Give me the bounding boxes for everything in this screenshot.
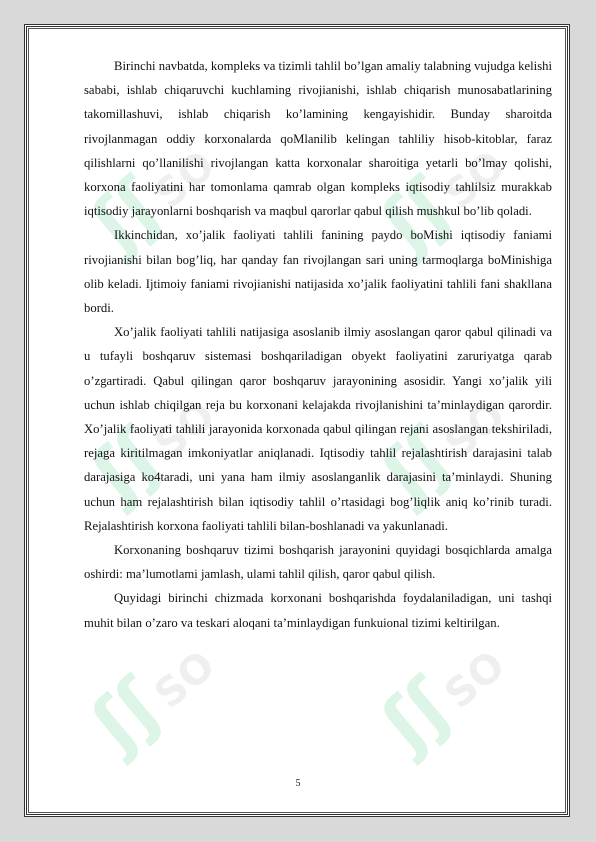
paragraph-1: Birinchi navbatda, kompleks va tizimli tahlil bo’lgan amaliy talabning vujudga kelishi sababi, ishlab chiqaruvchi kuchlaming rivojianishi, ishlab chiqarish munosabatlarining takomillashuvi, ishlab chiqarish ko’lamining kengayishidir. Bunday sharoitda rivojlanmagan oddiy korxonalarda qoMlanilib kelingan tahliliy hisob-kitoblar, faraz qilishlarni qo’llanilishi rivojlangan katta korxonalar sharoitiga yetarli bo’lmay qolishi, korxona faoliyatini har tomonlama qamrab olgan kompleks iqtisodiy tahlilsiz murakkab iqtisodiy jarayonlarni boshqarish va maqbul qarorlar qabul qilish mushkul bo’lib qoladi. <box>84 59 552 219</box>
paragraph-3: Xo’jalik faoliyati tahlili natijasiga asoslanib ilmiy asoslangan qaror qabul qilinadi va u tufayli boshqaruv sistemasi boshqariladigan obyekt faoliyatini zaruriyatga qarab o’zgartiradi. Qabul qilingan qaror boshqaruv jarayonining asosidir. Yangi xo’jalik yili uchun ishlab chiqilgan reja bu korxonani kelajakda rivojlanishini ta’minlaydigan qarordir. Xo’jalik faoliyati tahlili jarayonida korxonada qabul qilingan rejani asoslangan tekshiriladi, rejaga kiritilmagan imkoniyatlar aniqlanadi. Iqtisodiy tahlil rejalashtirish darajasini talab darajasiga ko4taradi, uni yana ham ilmiy asoslanganlik darajasini ta’minlaydi. Shuning uchun ham rejalashtirish bilan iqtisodiy tahlil o’rtasidagi bog’liqlik aniq ko’rinib turadi. Rejalashtirish korxona faoliyati tahlili bilan-boshlanadi va yakunlanadi. <box>84 325 552 533</box>
paragraph-4: Korxonaning boshqaruv tizimi boshqarish jarayonini quyidagi bosqichlarda amalga oshirdi: ma’lumotlami jamlash, ulami tahlil qilish, qaror qabul qilish. <box>84 543 552 582</box>
page-number: 5 <box>295 778 301 789</box>
paragraph-2: Ikkinchidan, xo’jalik faoliyati tahlili fanining paydo boMishi iqtisodiy faniami rivojianishi bilan bog’liq, har qanday fan rivojlangan sari uning tarmoqlarga boMinishiga olib keladi. Ijtimoiy faniami rivojianishi natijasida xo’jalik faoliyatini tahlili fani shakllana bordi. <box>84 228 552 316</box>
paragraph-5: Quyidagi birinchi chizmada korxonani boshqarishda foydalaniladigan, uni tashqi muhit bilan o’zaro va teskari aloqani ta’minlaydigan funkuional tizimi keltirilgan. <box>84 591 552 630</box>
document-body <box>84 54 552 635</box>
